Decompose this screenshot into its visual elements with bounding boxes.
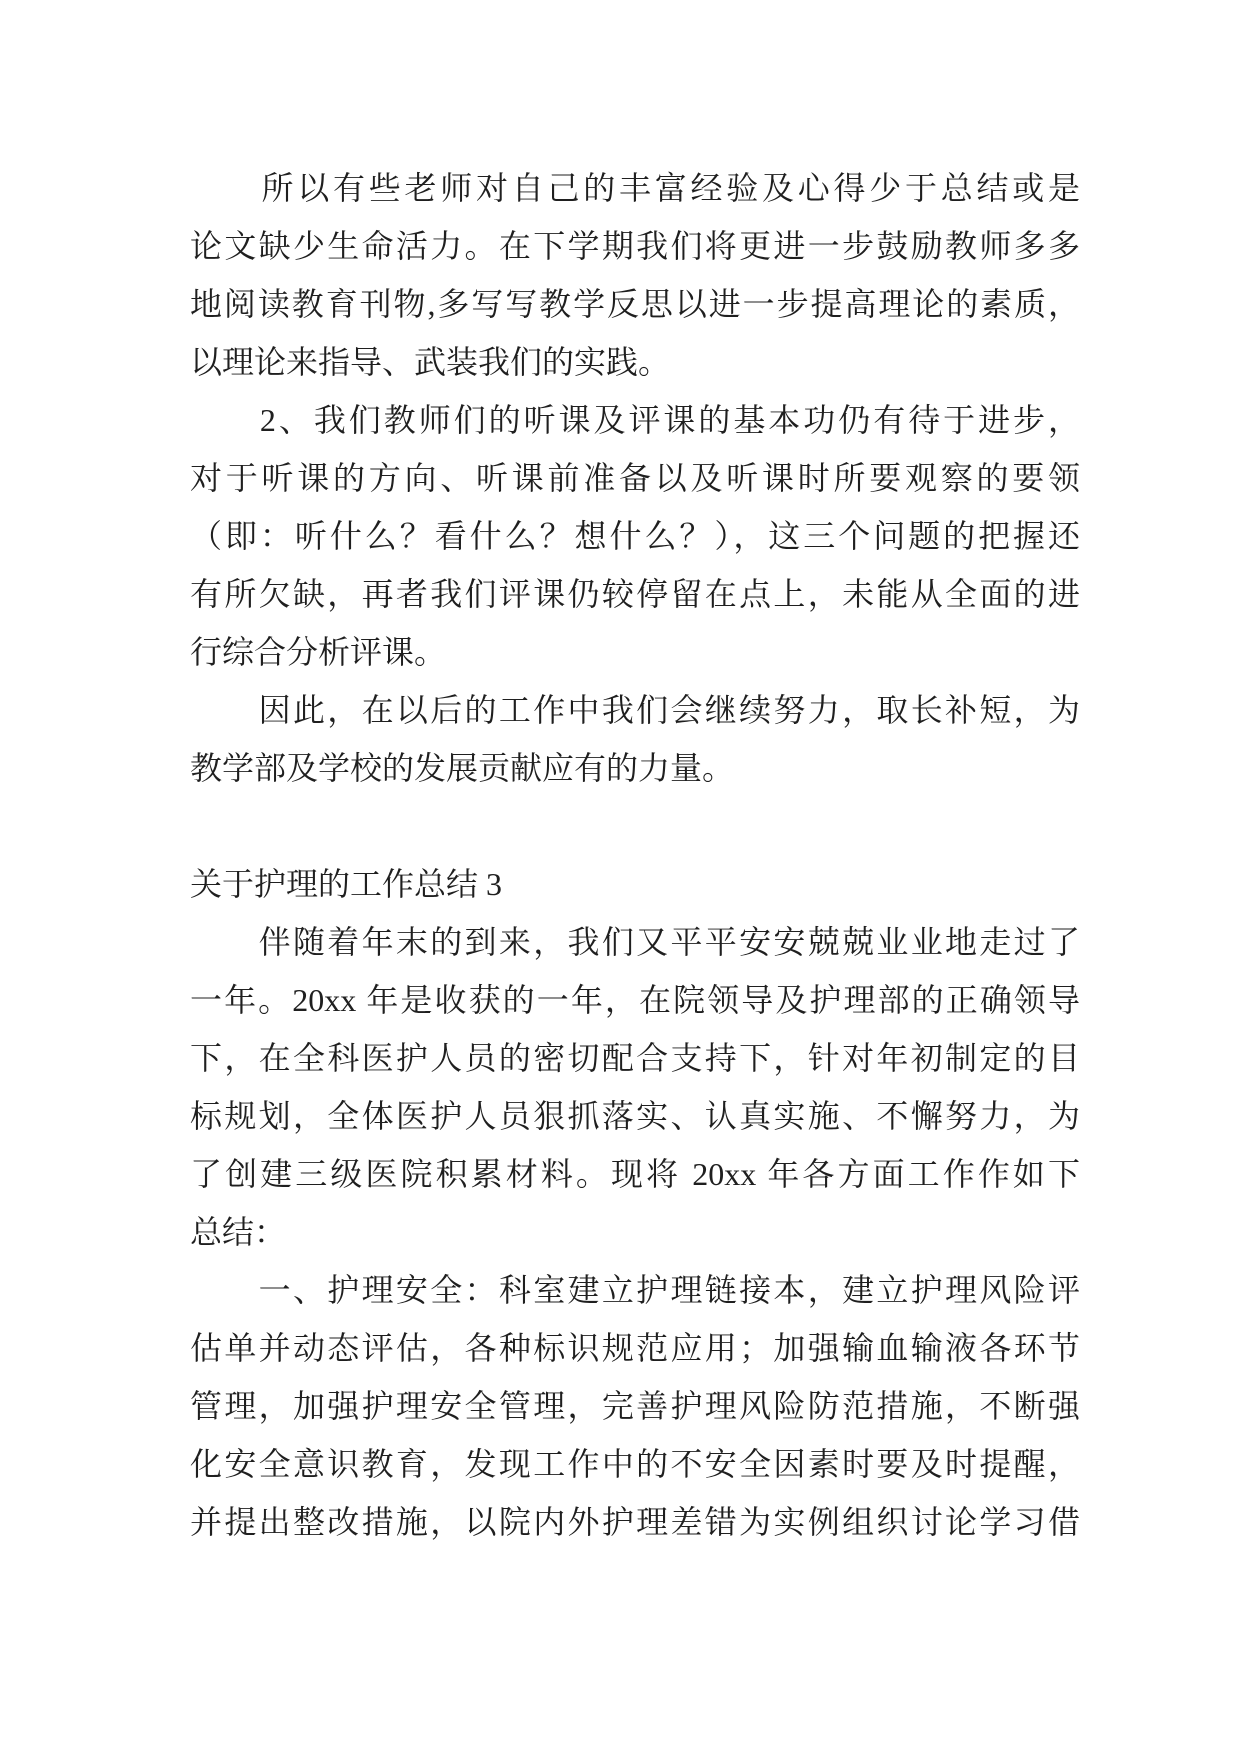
text-line: 化安全意识教育，发现工作中的不安全因素时要及时提醒， bbox=[190, 1446, 1080, 1482]
text-line: 以理论来指导、武装我们的实践。 bbox=[190, 344, 671, 380]
text-line: （即：听什么？看什么？想什么？），这三个问题的把握还 bbox=[190, 518, 1080, 554]
text-line: 对于听课的方向、听课前准备以及听课时所要观察的要领 bbox=[190, 460, 1080, 496]
text-line: 下，在全科医护人员的密切配合支持下，针对年初制定的目 bbox=[190, 1040, 1080, 1076]
text-line: 教学部及学校的发展贡献应有的力量。 bbox=[190, 750, 735, 786]
text-line: 总结： bbox=[190, 1214, 287, 1250]
text-line: 论文缺少生命活力。在下学期我们将更进一步鼓励教师多多 bbox=[190, 228, 1080, 264]
text-line: 一年。20xx 年是收获的一年，在院领导及护理部的正确领导 bbox=[190, 982, 1080, 1018]
text-line: 行综合分析评课。 bbox=[190, 634, 447, 670]
text-line: 因此，在以后的工作中我们会继续努力，取长补短，为 bbox=[190, 692, 1080, 728]
text-line: 了创建三级医院积累材料。现将 20xx 年各方面工作作如下 bbox=[190, 1156, 1080, 1192]
text-line: 有所欠缺，再者我们评课仍较停留在点上，未能从全面的进 bbox=[190, 576, 1080, 612]
text-line: 估单并动态评估，各种标识规范应用；加强输血输液各环节 bbox=[190, 1330, 1080, 1366]
text-line: 伴随着年末的到来，我们又平平安安兢兢业业地走过了 bbox=[190, 924, 1080, 960]
text-line: 一、护理安全：科室建立护理链接本，建立护理风险评 bbox=[190, 1272, 1080, 1308]
document-text-block bbox=[190, 159, 1080, 1551]
text-line: 所以有些老师对自己的丰富经验及心得少于总结或是 bbox=[190, 170, 1080, 206]
text-line: 并提出整改措施，以院内外护理差错为实例组织讨论学习借 bbox=[190, 1504, 1080, 1540]
text-line: 标规划，全体医护人员狠抓落实、认真实施、不懈努力，为 bbox=[190, 1098, 1080, 1134]
text-line: 管理，加强护理安全管理，完善护理风险防范措施，不断强 bbox=[190, 1388, 1080, 1424]
blank-line bbox=[190, 797, 1080, 855]
text-line: 地阅读教育刊物,多写写教学反思以进一步提高理论的素质， bbox=[190, 286, 1080, 322]
section-heading: 关于护理的工作总结 3 bbox=[190, 866, 503, 902]
text-line: 2、我们教师们的听课及评课的基本功仍有待于进步， bbox=[190, 402, 1080, 438]
